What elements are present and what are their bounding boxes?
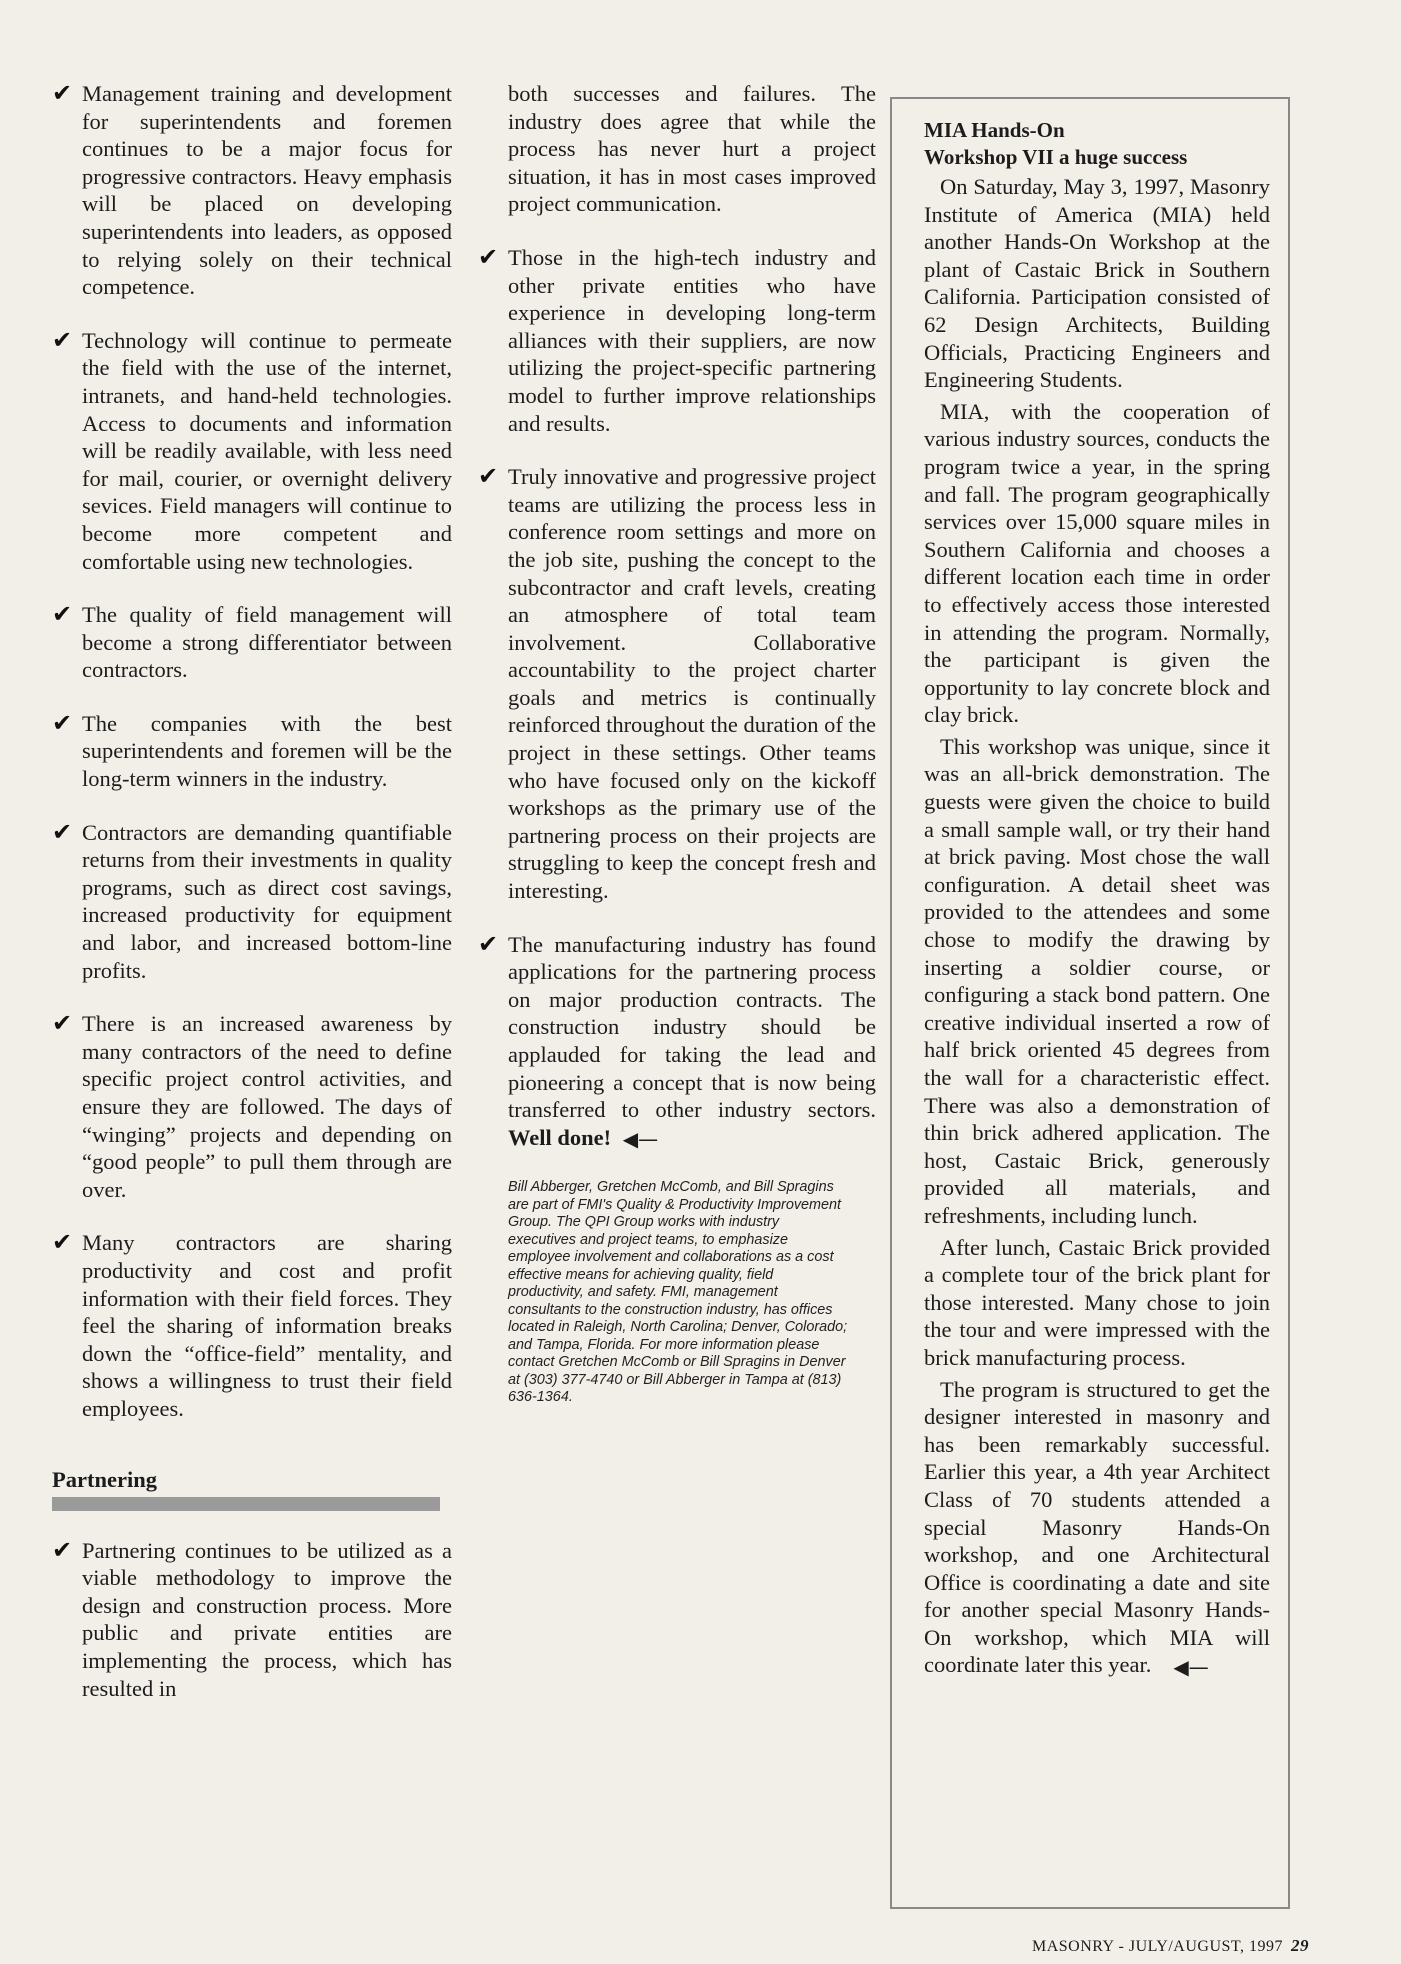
closing-phrase: Well done! <box>508 1124 612 1150</box>
sidebar-paragraph: After lunch, Castaic Brick provided a complete tour of the brick plant for those interested. Many chose to join the tour and were impressed with the brick manufacturing process. <box>924 1234 1270 1370</box>
list-item: ✔ Partnering continues to be utilized as a viable methodology to improve the design and construction process. More public and private entities are implementing the process, which has resulted in <box>52 1535 452 1701</box>
checkmark-icon: ✔ <box>478 462 499 491</box>
author-bio: Bill Abberger, Gretchen McComb, and Bill Spragins are part of FMI's Quality & Productivity Improvement Group. The QPI Group works with industry executives and project teams, to emphasize employee involvement and collaborations as a cost effective means for achieving quality, field productivity, and safety. FMI, management consultants to the construction industry, has offices located in Raleigh, North Carolina; Denver, Colorado; and Tampa, Florida. For more information please contact Gretchen McComb or Bill Spragins in Denver at (303) 377-4740 or Bill Abberger in Tampa at (813) 636-1364. <box>508 1179 848 1406</box>
list-item: ✔ Truly innovative and progressive project teams are utilizing the process less in conference room settings and more on the job site, pushing the concept to the subcontractor and craft levels, creating an atmosphere of total team involvement. Collaborative accountability to the project charter goals and metrics is continually reinforced throughout the duration of the project in these settings. Other teams who have focused only on the kickoff workshops as the primary use of the partnering process on their projects are struggling to keep the concept fresh and interesting. <box>478 462 877 904</box>
sidebar-title: MIA Hands-On Workshop VII a huge success <box>924 118 1188 169</box>
column-middle <box>478 80 876 1407</box>
list-item: ✔ Management training and development for superintendents and foremen continues to be a major focus for progressive contractors. Heavy emphasis will be placed on developing superintendents into leaders, as opposed to relying solely on their technical competence. <box>52 79 452 300</box>
sidebar-box <box>890 97 1290 1909</box>
list-item: ✔ Technology will continue to permeate the field with the use of the internet, intranets, and hand-held technologies. Access to documents and information will be readily available, with less need for mail, courier, or overnight delivery sevices. Field managers will continue to become more competent and comfortable using new technologies. <box>52 325 452 574</box>
list-item: ✔ The companies with the best superintendents and foremen will be the long-term winners in the industry. <box>52 708 452 792</box>
sidebar-paragraph: MIA, with the cooperation of various industry sources, conducts the program twice a year, in the spring and fall. The program geographically services over 15,000 square miles in Southern California and chooses a different location each time in order to effectively access those interested in attending the program. Normally, the participant is given the opportunity to lay concrete block and clay brick. <box>924 398 1270 728</box>
sidebar-paragraph: The program is structured to get the designer interested in masonry and has been remarkably successful. Earlier this year, a 4th year Architect Class of 70 students attended a special Masonry Hands-On workshop, and one Architectural Office is coordinating a date and site for another special Masonry Hands-On workshop, which MIA will coordinate later this year. ◀— <box>924 1376 1270 1682</box>
continued-paragraph: both successes and failures. The industry does agree that while the process has never hurt a project situation, it has in most cases improved project communication. <box>508 81 876 217</box>
section-heading-partnering: Partnering <box>52 1466 157 1492</box>
end-of-article-icon: ◀— <box>1173 1654 1209 1679</box>
list-item: ✔ Those in the high-tech industry and other private entities who have experience in developing long-term alliances with their suppliers, are now utilizing the project-specific partnering model to further improve relationships and results. <box>478 242 876 436</box>
checkmark-icon: ✔ <box>52 600 73 629</box>
checkmark-icon: ✔ <box>52 1009 73 1038</box>
checkmark-icon: ✔ <box>52 1228 73 1257</box>
column-left <box>52 80 452 1728</box>
checkmark-icon: ✔ <box>52 79 73 107</box>
checkmark-icon: ✔ <box>52 325 73 354</box>
checkmark-icon: ✔ <box>478 929 499 958</box>
list-item: ✔ The manufacturing industry has found applications for the partnering process on major production contracts. The construction industry should be applauded for taking the lead and pioneering a concept that is now being transferred to other industry sectors. Well done! ◀— <box>478 931 876 1154</box>
list-item: ✔ There is an increased awareness by many contractors of the need to define specific project control activities, and ensure they are followed. The days of “winging” projects and depending on “good people” to pull them through are over. <box>52 1009 452 1202</box>
checkmark-icon: ✔ <box>52 817 73 846</box>
checkmark-icon: ✔ <box>478 242 499 271</box>
checkmark-icon: ✔ <box>52 1535 73 1564</box>
publication-name: MASONRY - JULY/AUGUST, 1997 <box>1031 1938 1283 1955</box>
page-number: 29 <box>1291 1936 1309 1955</box>
list-item: ✔ Many contractors are sharing productivity and cost and profit information with their field forces. They feel the sharing of information breaks down the “office-field” mentality, and shows a willingness to trust their field employees. <box>52 1228 452 1421</box>
end-of-article-icon: ◀— <box>622 1126 659 1151</box>
page-footer <box>1032 1936 1309 1956</box>
section-divider <box>52 1497 440 1511</box>
list-item: ✔ The quality of field management will become a strong differentiator between contractors. <box>52 600 452 683</box>
sidebar-paragraph: This workshop was unique, since it was an all-brick demonstration. The guests were given the choice to build a small sample wall, or try their hand at brick paving. Most chose the wall configuration. A detail sheet was provided to the attendees and some chose to modify the drawing by inserting a soldier course, or configuring a stack bond pattern. One creative individual inserted a row of half brick oriented 45 degrees from the wall for a characteristic effect. There was also a demonstration of thin brick adhered application. The host, Castaic Brick, generously provided all materials, and refreshments, including lunch. <box>924 733 1270 1228</box>
checkmark-icon: ✔ <box>52 708 73 737</box>
sidebar-paragraph: On Saturday, May 3, 1997, Masonry Institute of America (MIA) held another Hands-On Workshop at the plant of Castaic Brick in Southern California. Participation consisted of 62 Design Architects, Building Officials, Practicing Engineers and Engineering Students. <box>924 174 1270 393</box>
list-item: ✔ Contractors are demanding quantifiable returns from their investments in quality programs, such as direct cost savings, increased productivity for equipment and labor, and increased bottom-line profits. <box>52 817 452 983</box>
